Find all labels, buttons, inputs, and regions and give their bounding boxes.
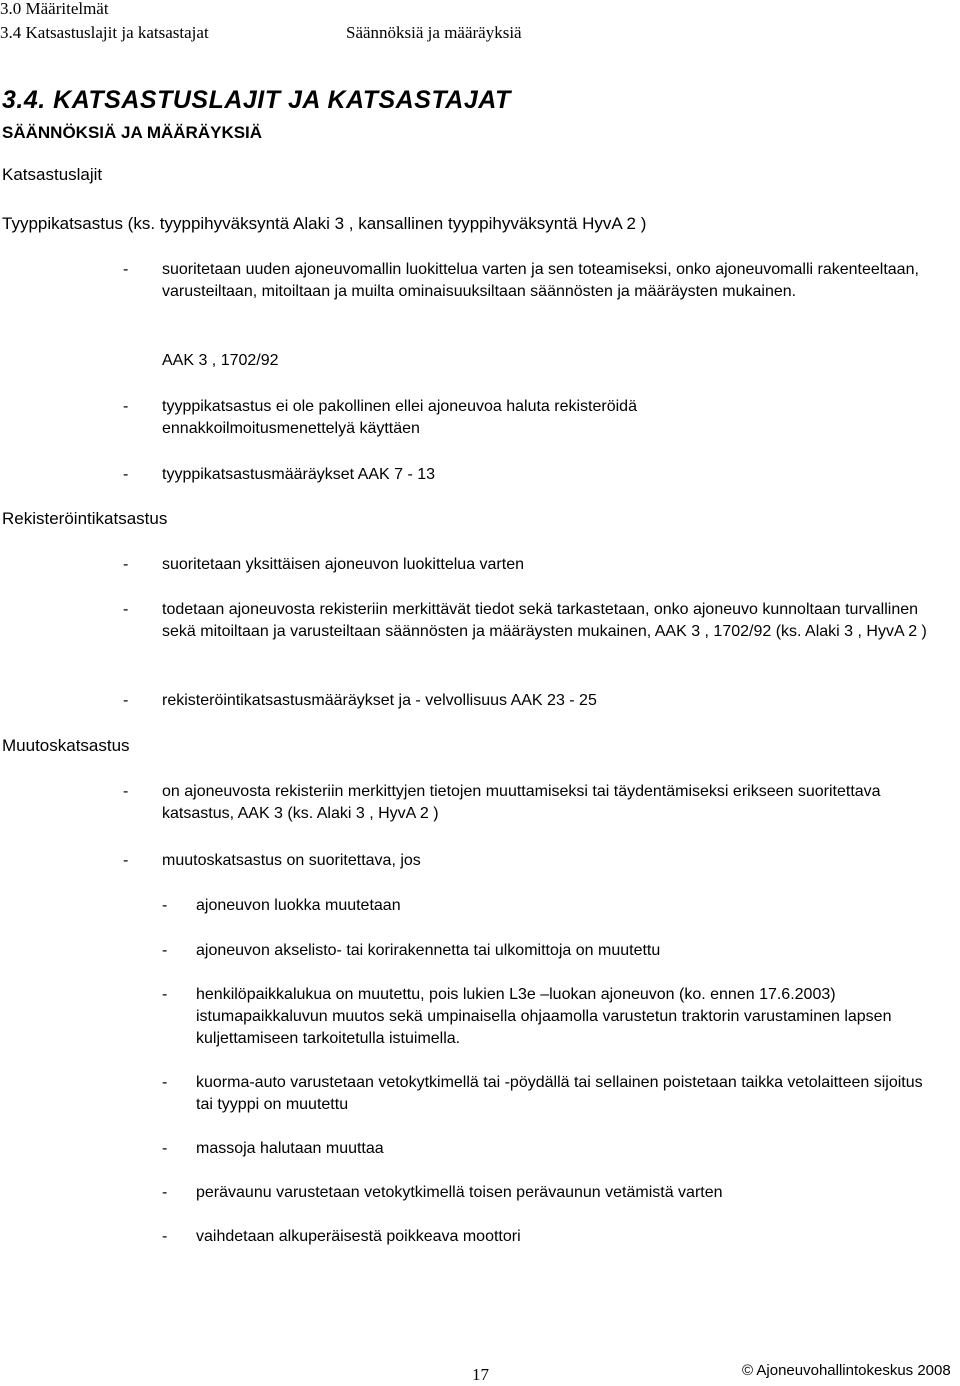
sub-list-item-text: perävaunu varustetaan vetokytkimellä toisen perävaunun vetämistä varten [196, 1184, 723, 1201]
list-item [123, 599, 948, 643]
sub-list-item [162, 1138, 936, 1160]
dash-bullet: - [123, 466, 129, 483]
copyright-notice: © Ajoneuvohallintokeskus 2008 [742, 1362, 951, 1379]
list-item [123, 396, 762, 440]
header-section: 3.4 Katsastuslajit ja katsastajat [0, 23, 209, 42]
list-item-text: suoritetaan uuden ajoneuvomallin luokittelua varten ja sen toteamiseksi, onko ajoneuvomalli rakenteeltaan, varusteiltaan, mitoiltaan ja muilta ominaisuuksiltaan säännösten ja määräysten mukainen. [162, 261, 919, 300]
sub-list-item-text: ajoneuvon akselisto- tai korirakennetta tai ulkomittoja on muutettu [196, 942, 661, 959]
dash-bullet: - [162, 1074, 168, 1091]
list-item [123, 850, 942, 872]
page-title: 3.4. KATSASTUSLAJIT JA KATSASTAJAT [2, 86, 511, 114]
dash-bullet: - [162, 897, 168, 914]
header-chapter: 3.0 Määritelmät [0, 0, 109, 18]
sub-list-item-text: ajoneuvon luokka muutetaan [196, 897, 401, 914]
list-item-text: tyyppikatsastus ei ole pakollinen ellei ajoneuvoa haluta rekisteröidä ennakkoilmoitusmenettelyä käyttäen [162, 398, 637, 437]
list-item-text: todetaan ajoneuvosta rekisteriin merkittävät tiedot sekä tarkastetaan, onko ajoneuvo kunnoltaan turvallinen sekä mitoiltaan ja varusteiltaan säännösten ja määräysten mukainen, AAK 3 , 1702/92 (ks. Alaki 3 , HyvA 2 ) [162, 601, 927, 640]
list-item-text: suoritetaan yksittäisen ajoneuvon luokittelua varten [162, 556, 524, 573]
dash-bullet: - [123, 261, 129, 278]
sub-list-item-text: henkilöpaikkalukua on muutettu, pois lukien L3e –luokan ajoneuvon (ko. ennen 17.6.2003) istumapaikkaluvun muutos sekä umpinaisella ohjaamolla varustetun traktorin varustaminen lapsen kuljettamiseen tarkoitetulla istuimella. [196, 986, 892, 1047]
page-subtitle: SÄÄNNÖKSIÄ JA MÄÄRÄYKSIÄ [2, 123, 263, 142]
sub-list-item [162, 1226, 936, 1248]
muutoskatsastus-heading: Muutoskatsastus [2, 736, 130, 755]
sub-list-item-text: kuorma-auto varustetaan vetokytkimellä tai -pöydällä tai sellainen poistetaan taikka vetolaitteen sijoitus tai tyyppi on muutettu [196, 1074, 923, 1113]
page-number: 17 [472, 1365, 489, 1384]
dash-bullet: - [123, 852, 129, 869]
rekisterointikatsastus-heading: Rekisteröintikatsastus [2, 509, 168, 528]
list-item [123, 259, 958, 303]
sub-list-item-text: massoja halutaan muuttaa [196, 1140, 384, 1157]
list-item-text: on ajoneuvosta rekisteriin merkittyjen tietojen muuttamiseksi tai täydentämiseksi erikseen suoritettava katsastus, AAK 3 (ks. Alaki 3 , HyvA 2 ) [162, 783, 881, 822]
reference-text: AAK 3 , 1702/92 [162, 352, 279, 369]
list-item [123, 781, 942, 825]
dash-bullet: - [123, 601, 129, 618]
sub-list-item-text: vaihdetaan alkuperäisestä poikkeava moottori [196, 1228, 521, 1245]
list-item [123, 690, 942, 712]
dash-bullet: - [123, 398, 129, 415]
list-item-text: rekisteröintikatsastusmääräykset ja - velvollisuus AAK 23 - 25 [162, 692, 597, 709]
dash-bullet: - [162, 986, 168, 1003]
sub-list-item [162, 984, 952, 1050]
list-item [123, 464, 762, 486]
list-item [123, 554, 942, 576]
sub-list-item [162, 1072, 936, 1116]
dash-bullet: - [162, 1140, 168, 1157]
list-item-text: tyyppikatsastusmääräykset AAK 7 - 13 [162, 466, 436, 483]
sub-list-item [162, 940, 936, 962]
dash-bullet: - [123, 556, 129, 573]
dash-bullet: - [162, 1184, 168, 1201]
header-topic: Säännöksiä ja määräyksiä [346, 23, 522, 42]
tyyppikatsastus-heading: Tyyppikatsastus (ks. tyyppihyväksyntä Alaki 3 , kansallinen tyyppihyväksyntä HyvA 2 ) [2, 214, 647, 233]
dash-bullet: - [123, 692, 129, 709]
list-item-text: muutoskatsastus on suoritettava, jos [162, 852, 421, 869]
dash-bullet: - [162, 942, 168, 959]
dash-bullet: - [123, 783, 129, 800]
sub-list-item [162, 1182, 936, 1204]
dash-bullet: - [162, 1228, 168, 1245]
section-label: Katsastuslajit [2, 165, 103, 184]
sub-list-item [162, 895, 936, 917]
